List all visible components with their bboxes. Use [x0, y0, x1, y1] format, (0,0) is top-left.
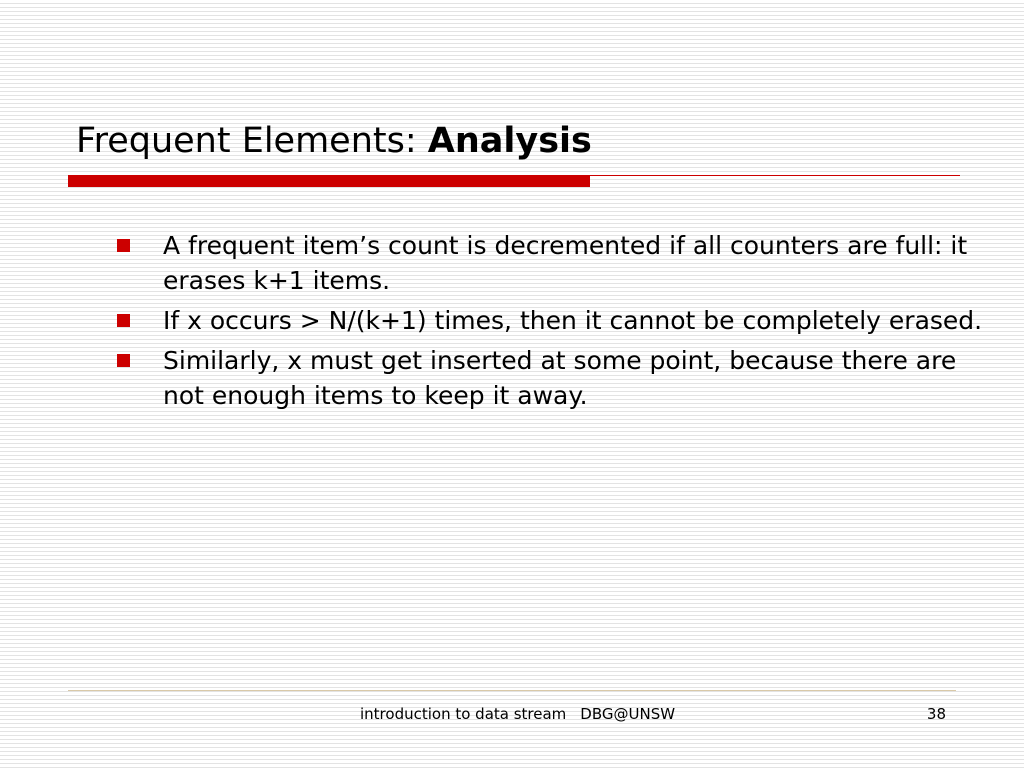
footer-title: introduction to data stream [360, 705, 567, 723]
slide-title-regular: Frequent Elements: [76, 121, 428, 161]
bullet-text: If x occurs > N/(k+1) times, then it cannot be completely erased. [163, 306, 983, 335]
square-bullet-icon [117, 239, 130, 252]
bullet-list [114, 228, 994, 418]
bullet-text: Similarly, x must get inserted at some point, because there are not enough items to keep it away. [163, 346, 957, 410]
bullet-item [114, 343, 994, 413]
title-underline-thin [590, 175, 960, 176]
page-number: 38 [926, 705, 946, 723]
bullet-item [114, 228, 994, 298]
square-bullet-icon [117, 314, 130, 327]
bullet-item [114, 303, 994, 338]
square-bullet-icon [117, 354, 130, 367]
bullet-text: A frequent item’s count is decremented if all counters are full: it erases k+1 items. [163, 231, 968, 295]
slide-title [76, 120, 592, 162]
footer-divider [68, 690, 956, 691]
footer-org: DBG@UNSW [580, 705, 676, 723]
title-underline-thick [68, 175, 590, 187]
footer-caption [360, 705, 675, 723]
slide-title-bold: Analysis [427, 121, 592, 161]
